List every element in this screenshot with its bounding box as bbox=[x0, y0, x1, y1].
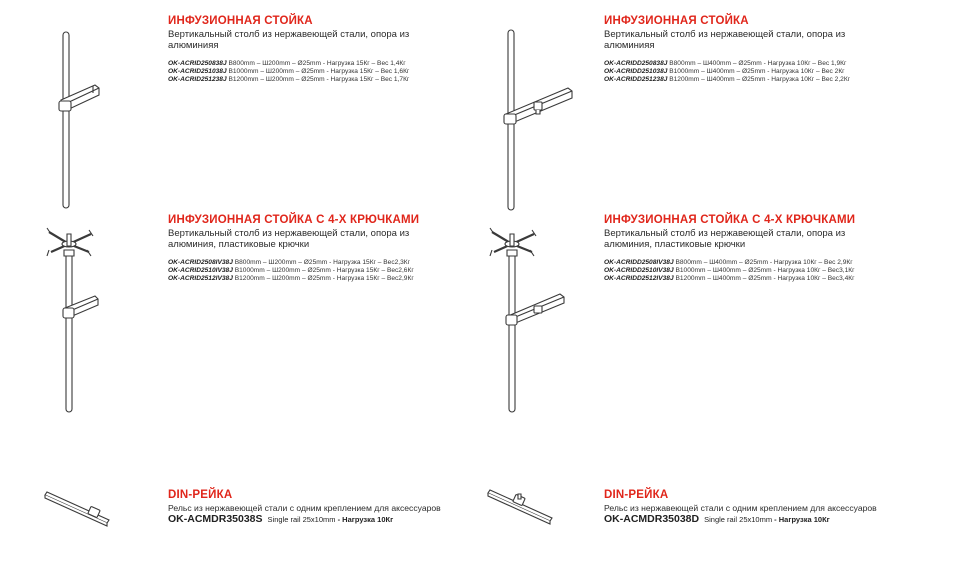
product-iv-stand-hooks bbox=[168, 214, 419, 283]
product-title: ИНФУЗИОННАЯ СТОЙКА С 4-Х КРЮЧКАМИ bbox=[168, 214, 420, 226]
product-description: Рельс из нержавеющей стали с одним креплением для аксессуаров bbox=[168, 503, 441, 513]
spec-list bbox=[168, 259, 419, 283]
product-code: OK-ACMDR35038S bbox=[168, 513, 263, 525]
product-title: ИНФУЗИОННАЯ СТОЙКА С 4-Х КРЮЧКАМИ bbox=[604, 214, 856, 226]
spec-line: OK-ACRIDD250838J B800mm – Ш400mm – Ø25mm - Нагрузка 10Кг – Вес 1,9Кг bbox=[604, 60, 847, 67]
spec-line: OK-ACRID2508IV38J B800mm – Ш200mm – Ø25mm - Нагрузка 15Кг – Вес2,3Кг bbox=[168, 259, 411, 266]
product-title: DIN-РЕЙКА bbox=[604, 489, 669, 501]
product-title: DIN-РЕЙКА bbox=[168, 489, 233, 501]
product-description: Вертикальный столб из нержавеющей стали, опора из алюминияя bbox=[604, 29, 846, 51]
spec-line: OK-ACRIDD2508IV38J B800mm – Ш400mm – Ø25mm - Нагрузка 10Кг – Вес 2,9Кг bbox=[604, 259, 853, 266]
rail-detail: Single rail 25x10mm bbox=[267, 515, 336, 524]
rail-load: - Нагрузка 10Кг bbox=[335, 515, 394, 524]
product-title: ИНФУЗИОННАЯ СТОЙКА bbox=[604, 15, 749, 27]
product-title: ИНФУЗИОННАЯ СТОЙКА bbox=[168, 15, 313, 27]
spec-list bbox=[604, 60, 850, 84]
product-din-rail bbox=[168, 489, 441, 525]
product-iv-stand bbox=[168, 15, 409, 84]
product-description: Вертикальный столб из нержавеющей стали, опора из алюминияя bbox=[168, 29, 410, 51]
spec-line: OK-ACRIDD251038J B1000mm – Ш400mm – Ø25mm - Нагрузка 10Кг – Вес 2Кг bbox=[604, 68, 845, 75]
spec-list bbox=[604, 259, 855, 283]
iv-pole-hooks-double-illustration bbox=[488, 222, 568, 414]
spec-line: OK-ACRIDD251238J B1200mm – Ш400mm – Ø25mm - Нагрузка 10Кг – Вес 2,2Кг bbox=[604, 76, 851, 83]
product-din-rail-2 bbox=[604, 489, 877, 525]
spec-line: OK-ACRID2510IV38J B1000mm – Ш200mm – Ø25mm - Нагрузка 15Кг – Вес2,6Кг bbox=[168, 267, 414, 274]
rail-code-line bbox=[604, 514, 877, 525]
din-rail-illustration bbox=[45, 488, 115, 528]
spec-line: OK-ACRIDD2510IV38J B1000mm – Ш400mm – Ø25mm - Нагрузка 10Кг – Вес3,1Кг bbox=[604, 267, 855, 274]
product-description: Рельс из нержавеющей стали с одним креплением для аксессуаров bbox=[604, 503, 877, 513]
spec-line: OK-ACRIDD2512IV38J B1200mm – Ш400mm – Ø25mm - Нагрузка 10Кг – Вес3,4Кг bbox=[604, 275, 855, 282]
din-rail-illustration-2 bbox=[488, 486, 558, 526]
product-iv-stand-double bbox=[604, 15, 850, 84]
product-description: Вертикальный столб из нержавеющей стали, опора из алюминия, пластиковые крючки bbox=[604, 228, 846, 250]
spec-line: OK-ACRID2512IV38J B1200mm – Ш200mm – Ø25mm - Нагрузка 15Кг – Вес2,9Кг bbox=[168, 275, 414, 282]
iv-pole-double-illustration bbox=[500, 28, 575, 213]
spec-line: OK-ACRID250838J B800mm – Ш200mm – Ø25mm - Нагрузка 15Кг – Вес 1,4Кг bbox=[168, 60, 406, 67]
product-description: Вертикальный столб из нержавеющей стали, опора из алюминия, пластиковые крючки bbox=[168, 228, 410, 250]
spec-line: OK-ACRID251038J B1000mm – Ш200mm – Ø25mm - Нагрузка 15Кг – Вес 1,6Кг bbox=[168, 68, 410, 75]
rail-load: - Нагрузка 10Кг bbox=[772, 515, 830, 524]
iv-pole-hooks-illustration bbox=[45, 222, 105, 414]
iv-pole-single-illustration bbox=[55, 30, 105, 210]
product-iv-stand-hooks-double bbox=[604, 214, 855, 283]
rail-code-line bbox=[168, 514, 441, 525]
product-code: OK-ACMDR35038D bbox=[604, 513, 700, 525]
rail-detail: Single rail 25x10mm bbox=[704, 515, 773, 524]
spec-line: OK-ACRID251238J B1200mm – Ш200mm – Ø25mm - Нагрузка 15Кг – Вес 1,7Кг bbox=[168, 76, 410, 83]
spec-list bbox=[168, 60, 409, 84]
